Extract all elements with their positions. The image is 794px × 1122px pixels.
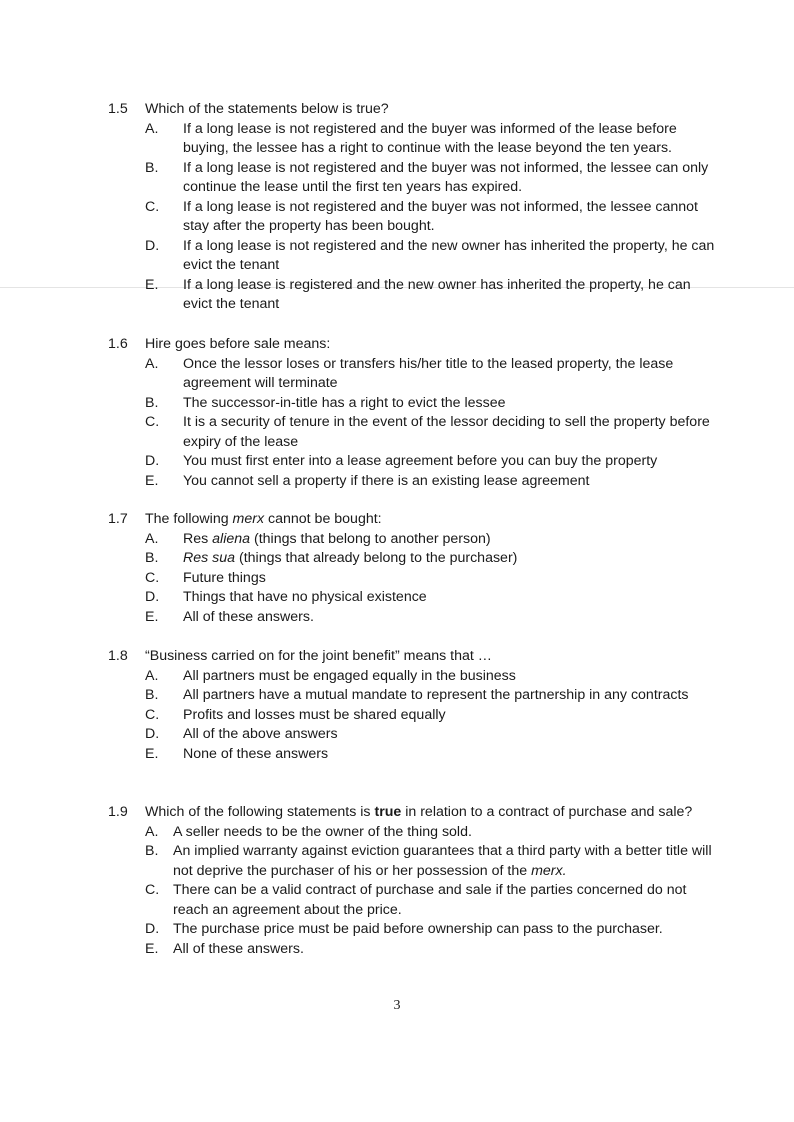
true-emphasis: true <box>374 804 402 820</box>
option-a <box>145 823 718 843</box>
option-text: If a long lease is registered and the new owner has inherited the property, he can evict the tenant <box>183 276 691 312</box>
question-text: “Business carried on for the joint benefit” means that … <box>145 648 492 664</box>
option-text: Things that have no physical existence <box>183 589 427 605</box>
option-text: If a long lease is not registered and the buyer was not informed, the lessee can only continue the lease until the first ten years has expired. <box>183 159 709 195</box>
option-c <box>145 198 718 237</box>
page-number: 3 <box>393 998 401 1013</box>
option-letter: B. <box>145 843 159 859</box>
option-letter: D. <box>145 589 160 605</box>
option-text: The purchase price must be paid before ownership can pass to the purchaser. <box>173 921 663 937</box>
question-1-5 <box>108 100 718 315</box>
option-text: If a long lease is not registered and the buyer was informed of the lease before buying, the lessee has a right to continue with the lease beyond the ten years. <box>183 120 677 156</box>
option-text: Once the lessor loses or transfers his/her title to the leased property, the lease agreement will terminate <box>183 355 674 391</box>
option-letter: B. <box>145 394 159 411</box>
option-d <box>145 588 718 608</box>
question-text: The following merx cannot be bought: <box>145 511 382 527</box>
option-letter: A. <box>145 120 159 137</box>
option-c <box>145 569 718 589</box>
option-letter: E. <box>145 472 159 489</box>
option-text: All of these answers. <box>183 608 314 625</box>
option-text: Res aliena (things that belong to another person) <box>183 530 491 547</box>
option-letter: A. <box>145 667 159 684</box>
option-b <box>145 159 718 198</box>
option-c <box>145 881 718 920</box>
option-letter: B. <box>145 550 159 566</box>
option-letter: B. <box>145 159 159 176</box>
option-letter: D. <box>145 237 160 254</box>
option-letter: D. <box>145 921 160 937</box>
option-d <box>145 725 718 745</box>
option-letter: E. <box>145 940 159 957</box>
option-text: You cannot sell a property if there is an existing lease agreement <box>183 472 590 489</box>
option-b <box>145 394 718 414</box>
question-1-8 <box>108 647 718 764</box>
question-text: Which of the following statements is true in relation to a contract of purchase and sale? <box>145 804 693 820</box>
option-letter: B. <box>145 687 159 703</box>
option-letter: E. <box>145 276 159 293</box>
question-1-6 <box>108 335 718 491</box>
option-text: Future things <box>183 569 266 586</box>
option-a <box>145 120 718 159</box>
option-letter: A. <box>145 823 159 840</box>
question-1-9 <box>108 803 718 959</box>
option-text: There can be a valid contract of purchase and sale if the parties concerned do not reach an agreement about the price. <box>173 882 687 918</box>
question-number: 1.7 <box>108 511 128 527</box>
option-letter: C. <box>145 706 160 723</box>
option-b <box>145 686 718 706</box>
option-text: The successor-in-title has a right to evict the lessee <box>183 394 506 411</box>
option-b <box>145 549 718 569</box>
option-text: It is a security of tenure in the event of the lessor deciding to sell the property before expiry of the lease <box>183 414 710 450</box>
merx-term: merx <box>232 511 265 527</box>
option-a <box>145 355 718 394</box>
option-text: All partners have a mutual mandate to represent the partnership in any contracts <box>183 687 689 703</box>
option-letter: E. <box>145 608 159 625</box>
question-number: 1.8 <box>108 648 128 664</box>
option-text: All partners must be engaged equally in the business <box>183 667 516 684</box>
option-text: Res sua (things that already belong to the purchaser) <box>183 550 518 566</box>
question-number: 1.5 <box>108 101 128 117</box>
option-text: All of the above answers <box>183 726 338 742</box>
option-d <box>145 920 718 940</box>
option-a <box>145 530 718 550</box>
option-e <box>145 940 718 960</box>
question-1-7 <box>108 510 718 627</box>
option-text: You must first enter into a lease agreement before you can buy the property <box>183 453 658 469</box>
option-letter: C. <box>145 882 160 898</box>
option-letter: C. <box>145 198 160 215</box>
option-e <box>145 472 718 492</box>
option-letter: E. <box>145 745 159 762</box>
option-text: If a long lease is not registered and the new owner has inherited the property, he can evict the tenant <box>183 237 715 273</box>
option-b <box>145 842 718 881</box>
option-text: If a long lease is not registered and the buyer was not informed, the lessee cannot stay after the property has been bought. <box>183 198 699 234</box>
option-letter: D. <box>145 726 160 742</box>
question-text: Hire goes before sale means: <box>145 336 331 352</box>
option-letter: A. <box>145 530 159 547</box>
option-letter: C. <box>145 414 160 430</box>
option-letter: D. <box>145 453 160 469</box>
option-e <box>145 745 718 765</box>
option-text: All of these answers. <box>173 940 304 957</box>
option-text: A seller needs to be the owner of the thing sold. <box>173 823 472 840</box>
option-letter: C. <box>145 569 160 586</box>
option-text: An implied warranty against eviction guarantees that a third party with a better title will not deprive the purchaser of his or her possession of the merx. <box>173 843 712 879</box>
option-d <box>145 452 718 472</box>
option-e <box>145 608 718 628</box>
question-text: Which of the statements below is true? <box>145 101 389 117</box>
option-text: Profits and losses must be shared equally <box>183 706 446 723</box>
question-number: 1.9 <box>108 804 128 820</box>
option-text: None of these answers <box>183 745 329 762</box>
option-d <box>145 237 718 276</box>
option-e <box>145 276 718 315</box>
option-c <box>145 706 718 726</box>
question-number: 1.6 <box>108 336 128 352</box>
option-c <box>145 413 718 452</box>
option-a <box>145 667 718 687</box>
option-letter: A. <box>145 355 159 372</box>
